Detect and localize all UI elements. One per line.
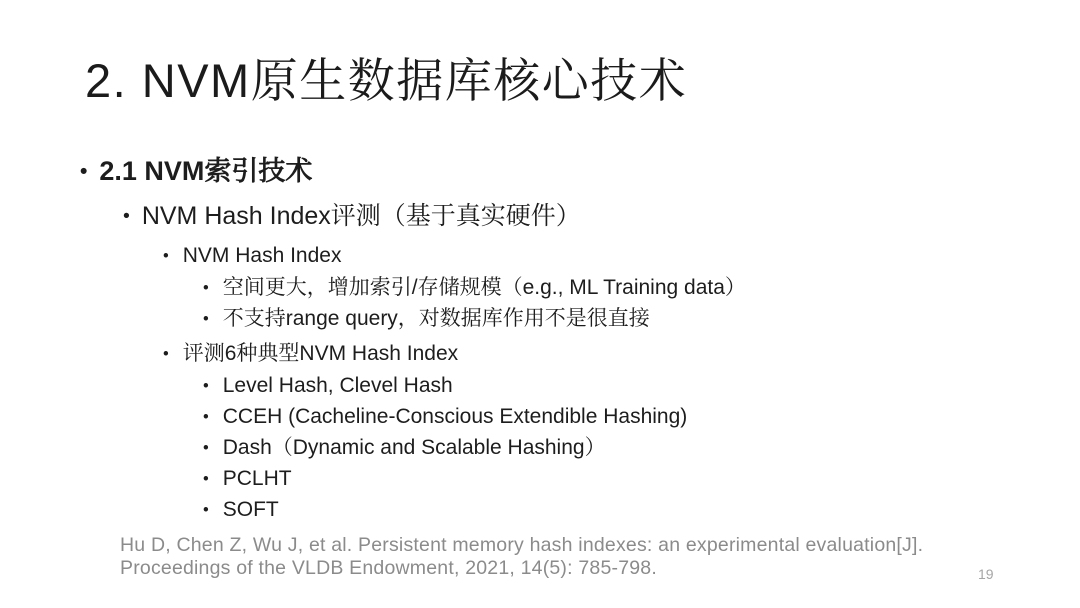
- bullet-item: [0, 273, 1080, 304]
- bullet-icon: •: [80, 160, 88, 184]
- bullet-item: [0, 371, 1080, 402]
- bullet-icon: •: [203, 278, 209, 297]
- bullet-item: [0, 495, 1080, 526]
- bullet-text: Dash（Dynamic and Scalable Hashing）: [222, 436, 606, 459]
- bullet-item: [0, 433, 1080, 464]
- bullet-item: [0, 152, 1080, 193]
- bullet-text: 评测6种典型NVM Hash Index: [182, 342, 459, 365]
- bullet-icon: •: [163, 344, 169, 363]
- bullet-text: CCEH (Cacheline-Conscious Extendible Hashing): [222, 405, 688, 428]
- bullet-text: NVM Hash Index: [182, 244, 342, 267]
- bullet-text: 2.1 NVM索引技术: [99, 156, 313, 186]
- bullet-item: [0, 197, 1080, 237]
- bullet-item: [0, 304, 1080, 335]
- bullet-text: 空间更大，增加索引/存储规模（e.g., ML Training data）: [222, 276, 746, 299]
- bullet-text: NVM Hash Index评测（基于真实硬件）: [141, 202, 581, 230]
- bullet-text: 不支持range query，对数据库作用不是很直接: [222, 307, 650, 330]
- bullet-text: PCLHT: [222, 467, 292, 490]
- bullet-text: Level Hash, Clevel Hash: [222, 374, 453, 397]
- citation-text: Hu D, Chen Z, Wu J, et al. Persistent memory hash indexes: an experimental evaluation[J]. Proceedings of the VLDB Endowment, 2021, 14(5): 785-798.: [120, 534, 924, 580]
- bullet-item: [0, 464, 1080, 495]
- bullet-icon: •: [203, 500, 209, 519]
- bullet-icon: •: [203, 438, 209, 457]
- bullet-icon: •: [203, 407, 209, 426]
- bullet-icon: •: [123, 205, 130, 228]
- bullet-item: [0, 338, 1080, 371]
- bullet-icon: •: [203, 469, 209, 488]
- bullet-item: [0, 402, 1080, 433]
- bullet-icon: •: [203, 309, 209, 328]
- page-number: 19: [978, 566, 994, 582]
- bullet-icon: •: [163, 246, 169, 265]
- slide-title: 2. NVM原生数据库核心技术: [85, 54, 688, 107]
- bullet-list: [0, 152, 1080, 526]
- bullet-item: [0, 240, 1080, 273]
- bullet-text: SOFT: [222, 498, 279, 521]
- bullet-icon: •: [203, 376, 209, 395]
